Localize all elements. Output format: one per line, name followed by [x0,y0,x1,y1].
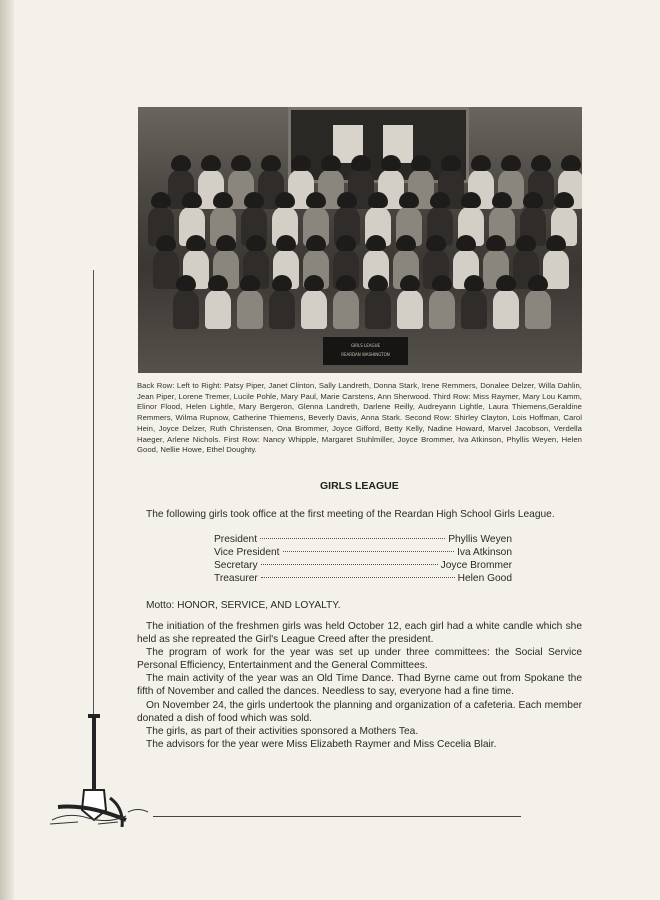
leader-dots [283,551,455,552]
photo-figure-head [528,275,548,291]
photo-figure-head [366,235,386,251]
page-binding-edge [0,0,14,900]
photo-figure-head [246,235,266,251]
leader-dots [261,564,438,565]
motto: Motto: HONOR, SERVICE, AND LOYALTY. [146,600,341,611]
photo-figure-head [546,235,566,251]
body-paragraph: The main activity of the year was an Old Time Dance. Thad Byrne came out from Spokane the fifth of November and called the dances. Needless to say, everyone had a fine time. [137,673,582,698]
photo-figure-head [156,235,176,251]
officer-role: Treasurer [214,573,258,584]
photo-figure-head [171,155,191,171]
intro-paragraph: The following girls took office at the first meeting of the Reardan High School Girls League. [146,509,555,520]
body-paragraph: The advisors for the year were Miss Elizabeth Raymer and Miss Cecelia Blair. [146,738,497,750]
photo-figure-head [201,155,221,171]
photo-figure-head [306,235,326,251]
photo-figure-head [276,235,296,251]
body-paragraph: On November 24, the girls undertook the planning and organization of a cafeteria. Each member donated a dish of food which was sold. [137,699,582,724]
photo-figure-head [523,192,543,208]
officer-row [214,533,512,546]
officer-row [214,559,512,572]
photo-figure-head [561,155,581,171]
photo-figure-head [492,192,512,208]
body-paragraph: The girls, as part of their activities sponsored a Mothers Tea. [146,725,419,737]
photo-figure-head [351,155,371,171]
photo-figure-head [456,235,476,251]
photo-figure [269,289,295,329]
photo-figure-head [186,235,206,251]
photo-figure-head [486,235,506,251]
photo-figure-head [399,192,419,208]
photo-figure-head [430,192,450,208]
officer-name: Phyllis Weyen [448,534,512,545]
photo-figure [301,289,327,329]
photo-figure-head [516,235,536,251]
photo-figure-head [182,192,202,208]
photo-figure-head [321,155,341,171]
photo-figure-head [464,275,484,291]
decorative-horizontal-rule [153,816,521,817]
photo-figure [397,289,423,329]
photo-figure-head [291,155,311,171]
photo-figure-head [275,192,295,208]
photo-figure-head [432,275,452,291]
decorative-vertical-rule [93,270,94,718]
body-paragraph: The program of work for the year was set up under three committees: the Social Service Personal Efficiency, Entertainment and the General Committees. [137,647,582,672]
photo-figure-head [213,192,233,208]
photo-figure [525,289,551,329]
photo-figure-head [304,275,324,291]
photo-figure-head [151,192,171,208]
photo-figure-head [337,192,357,208]
officer-row [214,572,512,585]
section-title: GIRLS LEAGUE [320,480,399,492]
photo-figure-head [411,155,431,171]
body-paragraph: The initiation of the freshmen girls was held October 12, each girl had a white candle which she held as she repreated the Girl's League Creed after the president. [137,621,582,646]
photo-figure-head [426,235,446,251]
group-photo [138,107,582,373]
photo-figure-head [531,155,551,171]
officer-row [214,546,512,559]
photo-figure [365,289,391,329]
photo-figure-head [261,155,281,171]
photo-figure-head [496,275,516,291]
officer-name: Helen Good [457,573,512,584]
photo-figure-head [461,192,481,208]
photo-figure-head [216,235,236,251]
officers-list [214,533,512,585]
photo-figure-head [231,155,251,171]
photo-figure [333,289,359,329]
photo-sign [323,337,408,365]
photo-sign-line1: GIRLS LEAGUE [350,343,381,348]
photo-figure-head [471,155,491,171]
officer-role: Vice President [214,547,280,558]
photo-figure-head [272,275,292,291]
photo-figure-head [336,235,356,251]
photo-figure-head [400,275,420,291]
photo-figure-head [208,275,228,291]
photo-figure [237,289,263,329]
officer-role: President [214,534,258,545]
leader-dots [261,577,455,578]
photo-figure-head [176,275,196,291]
shovel-pickaxe-icon [48,712,158,827]
photo-figure [429,289,455,329]
leader-dots [260,538,445,539]
photo-figure [461,289,487,329]
photo-figure-head [368,192,388,208]
photo-figure-head [306,192,326,208]
photo-caption: Back Row: Left to Right: Patsy Piper, Janet Clinton, Sally Landreth, Donna Stark, Irene Remmers, Donalee Delzer, Willa Dahlin, Jean Piper, Lorene Tremer, Lucile Pohle, Mary Paul, Marie Carstens, Ann Sherwood. Third Row: Miss Raymer, Mary Lou Kamm, Elinor Flood, Helen Lightle, Mary Bergeron, Glenna Landreth, Darlene Reilly, Audreyann Lightle, Laura Thiemens,Geraldine Remmers, Wilma Rupnow, Catherine Thiemens, Beverly Davis, Anna Stark. Second Row: Shirley Clayton, Lois Hoffman, Carol Hein, Joyce Delzer, Ruth Christensen, Ona Brommer, Joyce Gifford, Betty Kelly, Nadine Howard, Marvel Jacobson, Verdella Haeger, Arlene Nichols. First Row: Nancy Whipple, Margaret Stuhlmiller, Joyce Brommer, Iva Atkinson, Phyllis Weyen, Helen Good, Nellie Howe, Ethel Doughty. [137,381,582,455]
photo-figure-head [336,275,356,291]
photo-figure [173,289,199,329]
photo-figure-head [501,155,521,171]
photo-figure-head [554,192,574,208]
photo-figure-head [441,155,461,171]
photo-figure-head [240,275,260,291]
photo-figure [205,289,231,329]
body-text [137,620,582,751]
photo-figure-head [244,192,264,208]
photo-figure-head [396,235,416,251]
officer-name: Iva Atkinson [457,547,512,558]
photo-figure-head [368,275,388,291]
officer-role: Secretary [214,560,258,571]
photo-figure-head [381,155,401,171]
officer-name: Joyce Brommer [440,560,512,571]
photo-sign-line2: REARDAN WASHINGTON [341,352,390,357]
photo-figure [493,289,519,329]
